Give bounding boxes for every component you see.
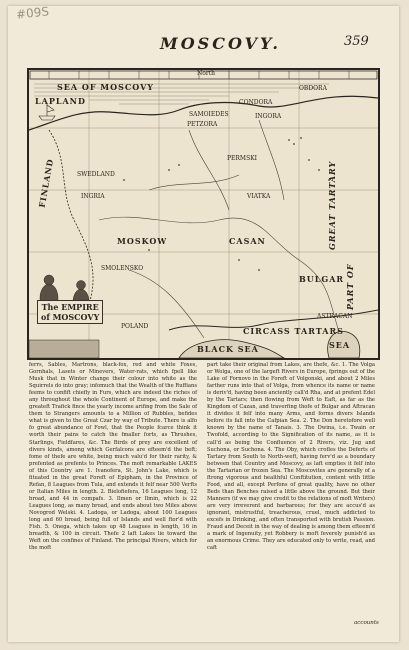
- cartouche-line-1: The EMPIRE: [41, 302, 99, 312]
- map-top-scale: North: [197, 70, 216, 77]
- map-label-sea-moscovy: SEA OF MOSCOVY: [57, 82, 155, 92]
- map-label-ingora: INGORA: [255, 113, 282, 120]
- map-label-caspian-sea: SEA: [329, 340, 351, 350]
- map-label-samoiedes: SAMOIEDES: [189, 111, 229, 118]
- map-label-smolensko: SMOLENSKO: [101, 265, 144, 272]
- map-label-part-of: PART OF: [345, 263, 355, 310]
- map-label-petzora: PETZORA: [187, 121, 218, 128]
- map-label-condora: CONDORA: [239, 99, 273, 106]
- map-label-finland: FINLAND: [36, 157, 56, 209]
- catchword: accounts: [354, 620, 379, 626]
- map-label-swedland: SWEDLAND: [77, 171, 115, 178]
- body-text-right-column: part take their original from Lakes, are thefe, &c. 1. The Volga or Wolga, one of the largeft Rivers in Europe, fprings out of the Lake of Fornovo in the Foreft of Volgonski, and about 2 Miles farther runs into that of Volga, from whence its name or name is deriv'd, having been anciently call'd Rha, and at prefent Edel by the Tartars; then flowing from Weft to Eaft, as far as the Kingdom of Cazan, and traverfing thofe of Bulgar and Aftracan it divides it felf into many Arms, and forms divers Islands before its fall into the Cafpian Sea. 2. The Don heretofore well known by the name of Tanais. 3. The Dwina, i.e. Twain or Twofold, according to the Signification of its name, as it is call'd as being the Confluence of 2 Rivers, viz. Jug and Suchona, or Suchona. 4. The Oby, which crofles the Deferts of Tartary from South to North-weft, having ferv'd as a boundary between that Country and Moscovy, as laft empties it felf into the Tartarian or frozen Sea. The Moscovites are generally of a ftrong vigorous and healthful Conftitution, content with little Food, and all, except Perfons of great quality, have no other Beds than Benches raised a little above the ground. But their Manners (if we may give credit to the relations of moft Writers) are very irreverent and barbarous; for they are accus'd as ignorant, mistrustful, treacherous, cruel, much addicted to excefs in Drinking, and often transported with brutish Passion. Fraud and Deceit in the way of dealing is among them efteem'd a mark of Ingenuity, yet Robbery is moft feverely punish'd as an enormous Crime. They are educated only to write, read, and caft: [207, 362, 375, 552]
- running-title: MOSCOVY.: [160, 34, 281, 53]
- ship-icon: [39, 104, 55, 120]
- map-label-ingria: INGRIA: [81, 193, 105, 200]
- map-label-casan: CASAN: [229, 236, 266, 246]
- map-label-lapland: LAPLAND: [35, 96, 86, 106]
- map-label-poland: POLAND: [121, 323, 149, 330]
- map-label-great-tartary: GREAT TARTARY: [327, 160, 337, 250]
- map-label-obdora: OBDORA: [299, 85, 327, 92]
- pencil-note: #09S: [15, 4, 50, 22]
- map-label-permski: PERMSKI: [227, 155, 258, 162]
- map-label-astracan: ASTRACAN: [317, 313, 353, 320]
- map-cartouche: [37, 300, 103, 324]
- cartouche-line-2: of MOSCOVY: [41, 312, 100, 322]
- map-label-viatka: VIATKA: [247, 193, 271, 200]
- map-label-black-sea: BLACK SEA: [197, 344, 259, 354]
- body-text-left-column: ferrs, Sables, Martrons, black-fox, red and white Foxes, Gornhals, Lasets or Minevers, Water-rats, which fpell like Musk that in Winter change their colour into white as the Squirrels do into gray; infomuch that the Wealth of the Ruffians feems to confift chiefly in Furs, which are indeed the riches of any throughout the whole Continent of Europe, and make the greateft Trafick fince the yearly income arifing from the Sale of them to Strangers amounts to a Million of Rubbles, befides what is given to the Great Czar by way of Tribute. There is alfo fo great abundance of Fowl, that the People fcarce think it worth their pains to catch the fmaller forts, as Thrushes, Starlings, Fieldfares, &c. The Birds of prey are excellent of divers kinds, among which Gerfalcons are efteem'd the beft; fome of thefe are white, being much valu'd for their rarity, & prefented as prefents to Princes. The moft remarkable LAKES of this Country are 1. Ivanofera, St. John's Lake, which is fituated in the great Foreft of Epipham, in the Province of Refan, 8 Leagues from Tula, and extends it felf near 500 Verfts or Italian Miles in length. 2. Bielofiefera, 16 Leagues long, 12 broad, and 44 in compafs. 3. Ilmen or Ilmin, which is 22 Leagues long, as many broad, and ends about two Miles above Novogrod Welski. 4. Ladoga, or Ladoga, about 100 Leagues long and 60 broad, being full of Islands and well ftor'd with Fish. 5. Onega, which takes up 48 Leagues in length, 16 in breadth, & 100 in circuit. Thefe 2 laft Lakes lie toward the Weft on the confines of Finland. The principal Rivers, which for the moft: [29, 362, 197, 552]
- map-label-circass-tartars: CIRCASS TARTARS: [243, 326, 344, 336]
- page-number: 359: [344, 34, 369, 49]
- map-label-bulgar: BULGAR: [299, 274, 345, 284]
- map-label-moskow: MOSKOW: [117, 236, 168, 246]
- map-engraving: [27, 68, 380, 360]
